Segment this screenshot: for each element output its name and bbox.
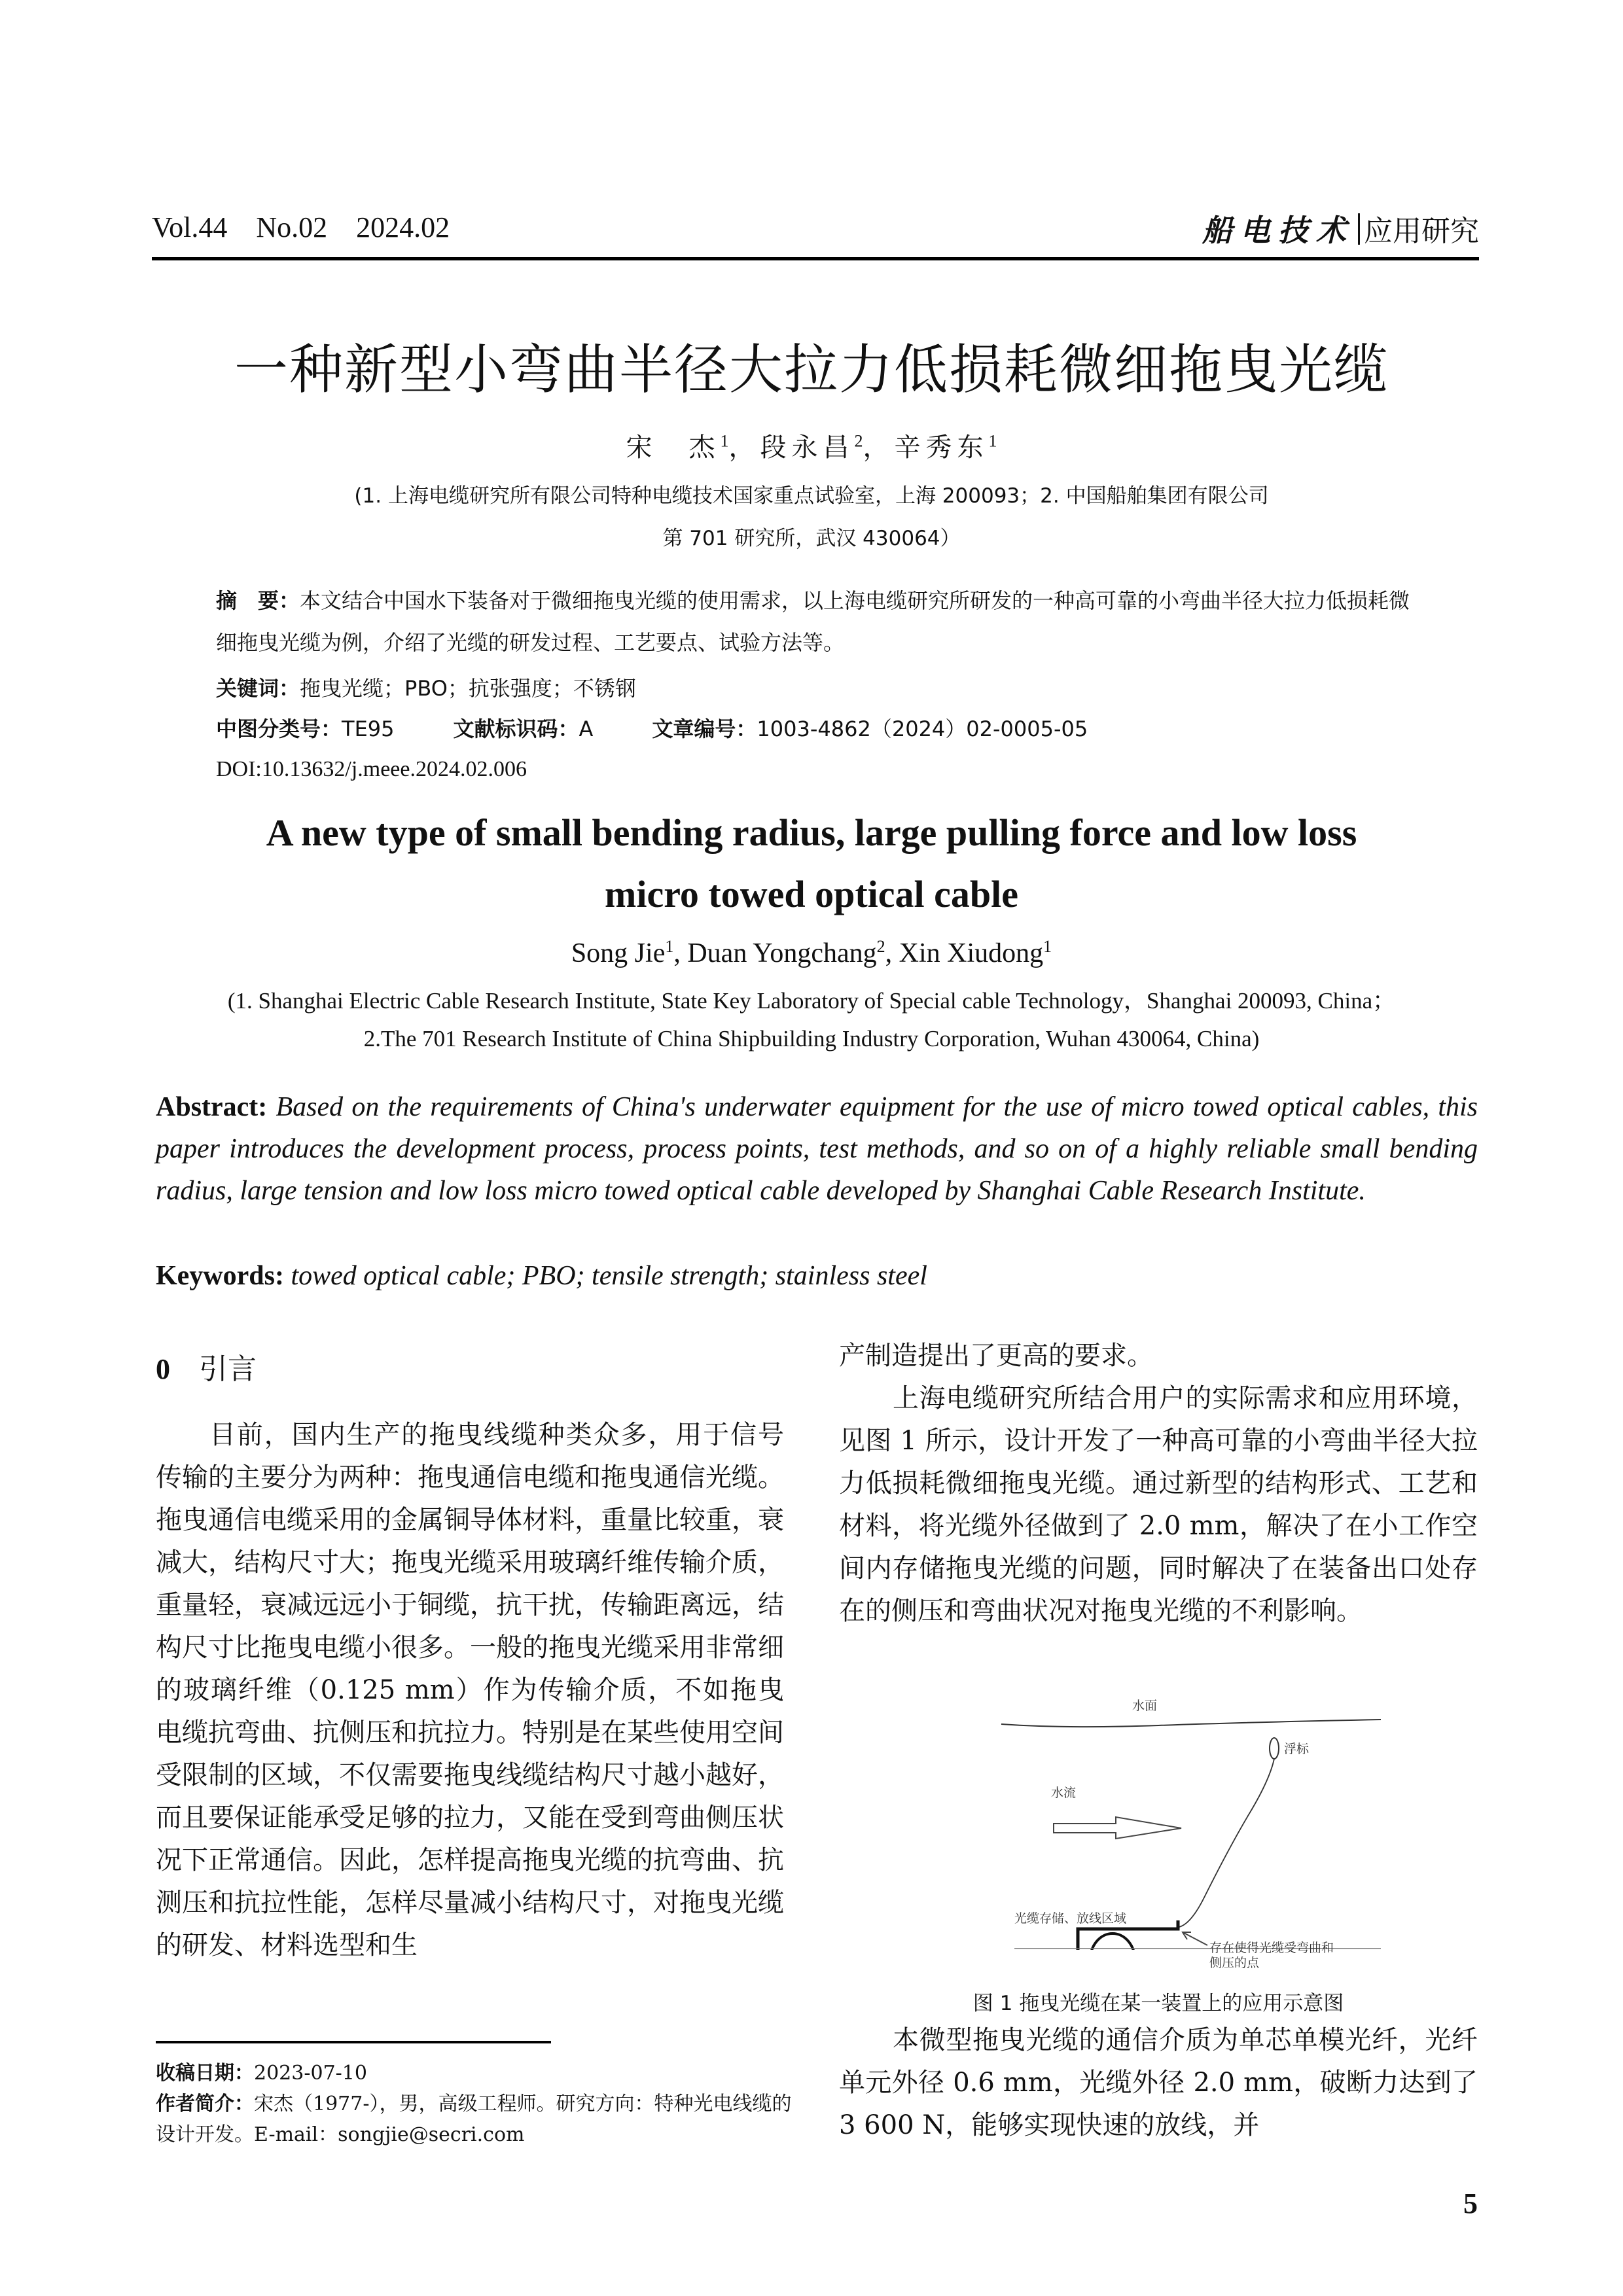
author-cn: 辛秀东: [894, 433, 989, 463]
footnote: [156, 2058, 804, 2150]
section-heading: [156, 1348, 784, 1390]
running-head-right: [1202, 207, 1479, 250]
doi[interactable]: DOI:10.13632/j.meee.2024.02.006: [216, 757, 527, 781]
received-label: 收稿日期：: [156, 2062, 254, 2085]
header-rule: [152, 257, 1479, 260]
author-sep: ，: [863, 433, 895, 463]
section-title: 引言: [199, 1352, 257, 1386]
footnote-rule: [156, 2041, 551, 2043]
clc-value: TE95: [342, 716, 395, 741]
title-en: [0, 802, 1623, 925]
keywords-en-label: Keywords:: [156, 1261, 284, 1291]
keywords-en-text: towed optical cable; PBO; tensile strength; stainless steel: [291, 1261, 927, 1291]
article-no-item: [652, 708, 1088, 750]
figure-label-stress-point-line2: 侧压的点: [1209, 1956, 1260, 1970]
article-no-label: 文章编号：: [652, 716, 757, 741]
abstract-cn: [216, 580, 1420, 663]
clc-label: 中图分类号：: [216, 716, 342, 741]
doc-code-label: 文献标识码：: [453, 716, 579, 741]
body-paragraph: 本微型拖曳光缆的通信介质为单芯单模光纤，光纤单元外径 0.6 mm，光缆外径 2.0 mm，破断力达到了 3 600 N，能够实现快速的放线，并: [839, 2025, 1478, 2140]
figure-label-water-surface: 水面: [1132, 1699, 1158, 1713]
affiliation-en-line1: (1. Shanghai Electric Cable Research Institute, State Key Laboratory of Special cable Technology，Shanghai 200093, China；: [227, 988, 1396, 1014]
keywords-cn-text: 拖曳光缆；PBO；抗张强度；不锈钢: [300, 676, 636, 701]
received-date: [156, 2058, 804, 2089]
cable-reel-icon: [1090, 1934, 1135, 1950]
journal-name: 船电技术: [1202, 213, 1354, 248]
issue: No.02: [256, 211, 328, 243]
author-en: Duan Yongchang: [687, 938, 877, 968]
running-head-left: [152, 211, 450, 244]
figure-1: [988, 1682, 1394, 1955]
author-sup: 1: [988, 431, 997, 451]
water-flow-arrow-icon: [1054, 1817, 1181, 1839]
author-sup: 2: [854, 431, 863, 451]
stress-point-line1: 存在使得光缆受弯曲和: [1209, 1941, 1334, 1955]
buoy-icon: [1270, 1738, 1279, 1759]
doc-code-item: [454, 708, 594, 750]
water-surface-line: [1001, 1720, 1381, 1727]
keywords-cn: [216, 667, 1420, 709]
body-paragraph: 产制造提出了更高的要求。: [839, 1341, 1153, 1371]
abstract-en-text: Based on the requirements of China's underwater equipment for the use of micro towed optical cables, this paper introduces the development process, process points, test methods, and so on of a highly reliable small bending radius, large tension and low loss micro towed optical cable developed by Shanghai Cable Research Institute.: [156, 1092, 1478, 1206]
abstract-en-label: Abstract:: [156, 1092, 268, 1122]
body-paragraph: 上海电缆研究所结合用户的实际需求和应用环境，见图 1 所示，设计开发了一种高可靠的小弯曲半径大拉力低损耗微细拖曳光缆。通过新型的结构形式、工艺和材料，将光缆外径做到了 2.0 mm，解决了在小工作空间内存储拖曳光缆的问题，同时解决了在装备出口处存在的侧压和弯曲状况对拖曳光缆的不利影响。: [839, 1383, 1478, 1626]
volume: Vol.44: [152, 211, 228, 243]
title-cn: 一种新型小弯曲半径大拉力低损耗微细拖曳光缆: [234, 339, 1389, 401]
abstract-cn-text: 本文结合中国水下装备对于微细拖曳光缆的使用需求，以上海电缆研究所研发的一种高可靠的小弯曲半径大拉力低损耗微细拖曳光缆为例，介绍了光缆的研发过程、工艺要点、试验方法等。: [216, 588, 1410, 655]
affiliation-cn-line2: 第 701 研究所，武汉 430064）: [662, 527, 961, 550]
towed-cable-line: [1179, 1759, 1274, 1927]
body-column-right: [839, 1335, 1478, 1633]
article-no-value: 1003-4862（2024）02-0005-05: [757, 716, 1088, 741]
page-number: 5: [1463, 2187, 1478, 2219]
received-value: 2023-07-10: [254, 2062, 367, 2085]
body-column-left: [156, 1348, 784, 1967]
bio-label: 作者简介：: [156, 2093, 254, 2115]
authors-en: [0, 937, 1623, 969]
author-cn: 宋 杰: [626, 433, 721, 463]
bio-text: 宋杰（1977-），男，高级工程师。研究方向：特种光电线缆的设计开发。E-mail：songjie@secri.com: [156, 2093, 792, 2146]
author-cn: 段永昌: [760, 433, 855, 463]
author-en: Xin Xiudong: [899, 938, 1044, 968]
abstract-en: [156, 1086, 1478, 1212]
title-en-line1: A new type of small bending radius, large pulling force and low loss: [266, 811, 1357, 854]
issue-date: 2024.02: [356, 211, 450, 243]
keywords-cn-label: 关键词：: [216, 676, 300, 701]
clc-item: [216, 708, 395, 750]
figure-label-storage-area: 光缆存储、放线区域: [1014, 1911, 1127, 1926]
section-label: 应用研究: [1364, 215, 1479, 248]
title-en-line2: micro towed optical cable: [605, 873, 1018, 915]
figure-label-water-flow: 水流: [1051, 1786, 1077, 1800]
authors-cn: [0, 427, 1623, 464]
section-number: 0: [156, 1353, 170, 1385]
affiliation-en-line2: 2.The 701 Research Institute of China Shipbuilding Industry Corporation, Wuhan 430064, China): [363, 1026, 1260, 1051]
figure-label-buoy: 浮标: [1284, 1742, 1310, 1756]
figure-1-caption: 图 1 拖曳光缆在某一装置上的应用示意图: [972, 1992, 1344, 2015]
body-paragraph: 目前，国内生产的拖曳线缆种类众多，用于信号传输的主要分为两种：拖曳通信电缆和拖曳通信光缆。拖曳通信电缆采用的金属铜导体材料，重量比较重，衰减大，结构尺寸大；拖曳光缆采用玻璃纤维传输介质，重量轻，衰减远远小于铜缆，抗干扰，传输距离远，结构尺寸比拖曳电缆小很多。一般的拖曳光缆采用非常细的玻璃纤维（0.125 mm）作为传输介质，不如拖曳电缆抗弯曲、抗侧压和抗拉力。特别是在某些使用空间受限制的区域，不仅需要拖曳线缆结构尺寸越小越好，而且要保证能承受足够的拉力，又能在受到弯曲侧压状况下正常通信。因此，怎样提高拖曳光缆的抗弯曲、抗测压和抗拉性能，怎样尽量减小结构尺寸，对拖曳光缆的研发、材料选型和生: [156, 1420, 784, 1960]
author-sep: ,: [885, 938, 899, 968]
author-sup: 2: [876, 937, 885, 956]
classification-row: [216, 708, 1420, 750]
author-sep: ,: [673, 938, 688, 968]
author-en: Song Jie: [571, 938, 666, 968]
author-bio: [156, 2089, 804, 2150]
keywords-en: [156, 1255, 1478, 1297]
header-separator: [1358, 213, 1360, 245]
affiliation-cn-line1: (1. 上海电缆研究所有限公司特种电缆技术国家重点试验室，上海 200093；2. 中国船舶集团有限公司: [354, 484, 1269, 508]
author-sep: ，: [728, 433, 760, 463]
author-sup: 1: [1043, 937, 1052, 956]
author-sup: 1: [665, 937, 674, 956]
abstract-cn-label: 摘 要：: [216, 588, 300, 613]
body-column-right-continued: [839, 2019, 1478, 2147]
doc-code-value: A: [579, 716, 594, 741]
author-sup: 1: [720, 431, 729, 451]
